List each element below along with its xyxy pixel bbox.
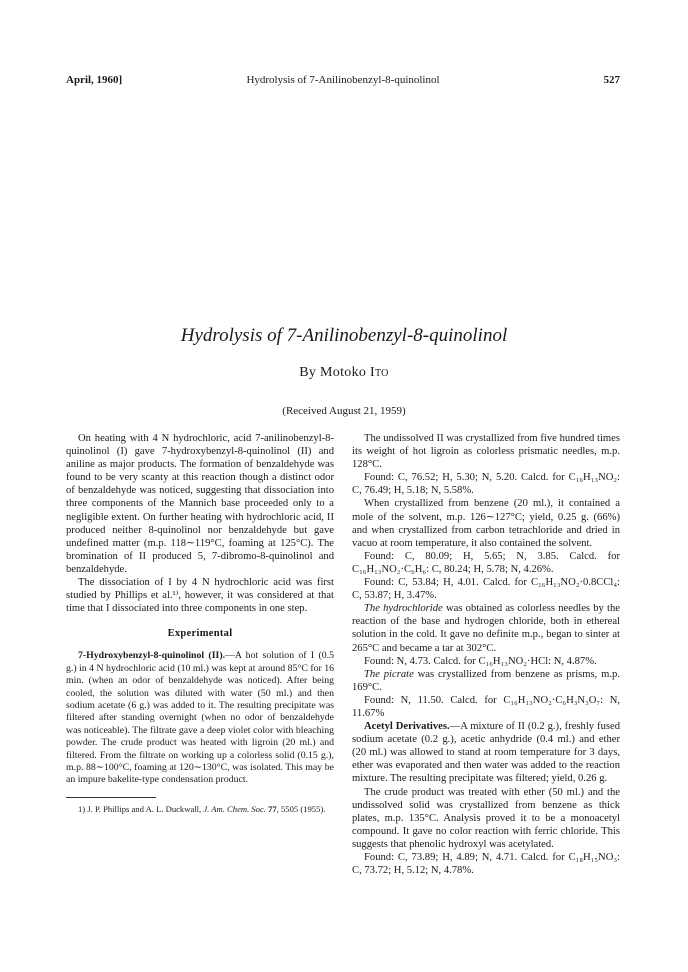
- footnote-authors: 1) J. P. Phillips and A. L. Duckwall,: [78, 803, 204, 814]
- running-head: [66, 74, 620, 90]
- analysis-5: Found: N, 11.50. Calcd. for C₁₆H₁₃NO₂·C₆H₃N₃O₇: N, 11.67%: [352, 694, 620, 719]
- paragraph-hydrochloride: [352, 602, 620, 654]
- hydrochloride-label: The hydrochloride: [364, 603, 443, 615]
- author-line: [0, 365, 688, 381]
- footnote-volume: 77: [268, 803, 277, 814]
- acetyl-heading: Acetyl Derivatives.: [364, 721, 450, 733]
- article-title: Hydrolysis of 7-Anilinobenzyl-8-quinolinol: [180, 325, 508, 346]
- left-column: [66, 432, 334, 815]
- right-column: [352, 432, 620, 877]
- paragraph-crude-product: The crude product was treated with ether (50 ml.) and the undissolved solid was crystallized from benzene as thick plates, m.p. 135°C. Analysis proved it to be a monoacetyl compound. It gave no color reaction with ferric chloride. This suggests that phenolic hydroxyl was acetylated.: [352, 786, 620, 850]
- received-date: (Received August 21, 1959): [282, 405, 406, 417]
- experimental-paragraph-1: [66, 650, 334, 786]
- footnote-divider: [66, 797, 156, 798]
- analysis-6: Found: C, 73.89; H, 4.89; N, 4.71. Calcd. for C₁₈H₁₅NO₃: C, 73.72; H, 5.12; N, 4.78%.: [352, 852, 620, 877]
- analysis-4: Found: N, 4.73. Calcd. for C₁₆H₁₃NO₂·HCl: N, 4.87%.: [364, 655, 597, 667]
- section-heading-experimental: Experimental: [167, 628, 233, 640]
- author-surname: Ito: [369, 365, 389, 380]
- analysis-2: Found: C, 80.09; H, 5.65; N, 3.85. Calcd. for C₁₆H₁₃NO₂·C₆H₆: C, 80.24; H, 5.78; N, 4.26%.: [352, 550, 620, 575]
- picrate-body: was crystallized from benzene as prisms, m.p. 169°C.: [352, 668, 620, 693]
- experimental-body: —A hot solution of I (0.5 g.) in 4 N hydrochloric acid (10 ml.) was kept at around 85°C for 16 min. (when an odor of benzaldehyde was noticed). After being cooled, the solution was diluted with water (50 ml.) and then sodium acetate (6 g.) was added to it. The resulting precipitate was filtered after standing overnight (when no odor of benzaldehyde was noticeable). The filtrate gave a deep violet color with bleaching powder. The crude product was heated with ligroin (20 ml.) and filtered. From the filtrate on working up a colorless solid (0.15 g.), m.p. 88∼100°C, foaming at 120∼130°C, was isolated. This may be an impure bakelite-type condensation product.: [66, 650, 334, 786]
- author-prefix: By Motoko: [299, 365, 370, 380]
- footnote-journal: J. Am. Chem. Soc.: [203, 803, 266, 814]
- running-title: Hydrolysis of 7-Anilinobenzyl-8-quinolinol: [246, 74, 440, 86]
- issue-date: April, 1960]: [66, 74, 123, 86]
- page-number: 527: [603, 74, 620, 86]
- paragraph-picrate: [352, 668, 620, 694]
- footnote-pages: , 5505 (1955).: [276, 803, 326, 814]
- picrate-label: The picrate: [364, 668, 414, 680]
- compound-heading: 7-Hydroxybenzyl-8-quinolinol (II).: [78, 650, 226, 662]
- paragraph-acetyl: [352, 720, 620, 785]
- acetyl-body: —A mixture of II (0.2 g.), freshly fused sodium acetate (0.2 g.), acetic anhydride (0.4 ml.) and ether (20 ml.) was allowed to stand at room temperature for 3 days, ether was evaporated and then water was added to the reaction mixture. The resulting precipitate was filtered; yield, 0.26 g.: [352, 721, 620, 785]
- paragraph-benzene: When crystallized from benzene (20 ml.), it contained a mole of the solvent, m.p. 126∼127°C; yield, 0.25 g. (66%) and when crystallized from carbon tetrachloride and dried in vacuo at room temperature, it also contained the solvent.: [352, 498, 620, 549]
- intro-paragraph-2: The dissociation of I by 4 N hydrochloric acid was first studied by Phillips et al.¹⁾, however, it was considered at that time that I dissociated into three components in one step.: [66, 577, 334, 615]
- paragraph-crystallization: The undissolved II was crystallized from five hundred times its weight of hot ligroin as colorless prismatic needles, m.p. 128°C.: [352, 433, 620, 471]
- analysis-3: Found: C, 53.84; H, 4.01. Calcd. for C₁₆H₁₃NO₂·0.8CCl₄: C, 53.87; H, 3.47%.: [352, 577, 620, 602]
- hydrochloride-body: was obtained as colorless needles by the reaction of the base and hydrogen chloride, both in ethereal solution in the cold. It gave no definite m.p., began to sinter at 265°C and became a tar at 302°C.: [352, 603, 620, 654]
- analysis-1: Found: C, 76.52; H, 5.30; N, 5.20. Calcd. for C₁₆H₁₃NO₂: C, 76.49; H, 5.18; N, 5.58%.: [352, 472, 620, 497]
- intro-paragraph-1: On heating with 4 N hydrochloric, acid 7-anilinobenzyl-8-quinolinol (I) gave 7-hydroxybenzyl-8-quinolinol (II) and aniline as major products. The formation of benzaldehyde was found to be very scanty at this reaction though a distinct odor of benzaldehyde was noticed, suggesting that dissociation into three components of the Mannich base proceeded only to a negligible extent. On further heating with hydrochloric acid, II produced neither 8-quinolinol nor benzaldehyde but gave undefined matter (m.p. 118∼119°C, foaming at 125°C). The bromination of II produced 5, 7-dibromo-8-quinolinol and benzaldehyde.: [66, 433, 334, 575]
- footnote: [66, 804, 334, 815]
